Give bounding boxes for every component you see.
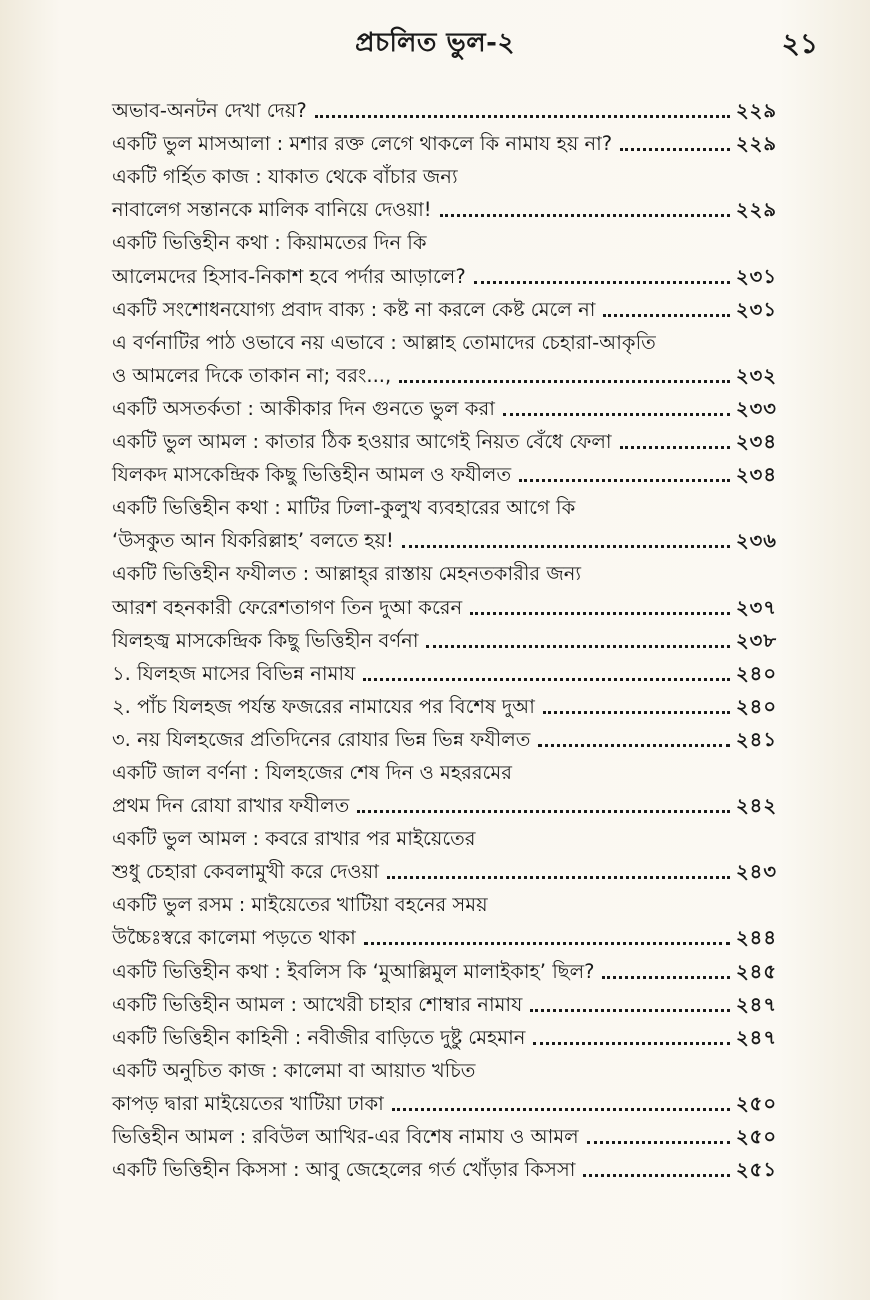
toc-entry — [112, 1019, 777, 1052]
toc-entry-title: এ বর্ণনাটির পাঠ ওভাবে নয় এভাবে : আল্লাহ তোমাদের চেহারা-আকৃতি — [112, 330, 656, 354]
toc-entry — [112, 324, 777, 357]
toc-entry-title: অভাব-অনটন দেখা দেয়? — [112, 99, 307, 123]
running-header-title: প্রচলিত ভুল-২ — [355, 28, 515, 58]
toc-entry-page: ২৪৫ — [736, 959, 777, 983]
dot-leader — [620, 147, 730, 151]
toc-entry-page: ২৩৩ — [735, 396, 777, 420]
toc-entry — [112, 357, 777, 390]
toc-entry-page: ২৩১ — [735, 264, 777, 288]
toc-entry — [112, 423, 777, 456]
dot-leader — [392, 1107, 730, 1111]
dot-leader — [519, 478, 730, 482]
dot-leader — [470, 611, 730, 615]
toc-entry — [112, 1151, 777, 1184]
page-number: ২১ — [781, 27, 818, 60]
toc-entry-page: ২৩৪ — [735, 463, 777, 487]
toc-entry-page: ২৪২ — [735, 794, 777, 818]
toc-entry — [112, 1118, 777, 1151]
toc-entry — [112, 1052, 777, 1085]
dot-leader — [363, 677, 730, 681]
toc-entry-page: ২৪১ — [736, 727, 777, 751]
dot-leader — [503, 412, 730, 416]
toc-entry — [112, 588, 777, 621]
dot-leader — [587, 1140, 730, 1144]
toc-entry-page: ২৫১ — [736, 1158, 777, 1182]
toc-entry — [112, 688, 777, 721]
toc-entry-title: একটি ভিত্তিহীন কথা : ইবলিস কি ‘মুআল্লিমুল মালাইকাহ’ ছিল? — [112, 959, 595, 983]
toc-entry-title: নাবালেগ সন্তানকে মালিক বানিয়ে দেওয়া! — [112, 198, 432, 222]
dot-leader — [440, 213, 730, 217]
toc-entry-page: ২২৯ — [735, 198, 777, 222]
toc-entry-title: ১. যিলহজ মাসের বিভিন্ন নামায — [112, 661, 356, 685]
toc-entry-page: ২৪০ — [735, 694, 777, 718]
toc-entry-page: ২৩৪ — [735, 430, 777, 454]
dot-leader — [538, 743, 730, 747]
toc-entry-title: একটি ভুল রসম : মাইয়েতের খাটিয়া বহনের সময় — [112, 893, 488, 917]
toc-entry — [112, 853, 777, 886]
dot-leader — [357, 809, 730, 813]
toc-entry-title: একটি ভুল আমল : কাতার ঠিক হওয়ার আগেই নিয়ত বেঁধে ফেলা — [112, 430, 612, 454]
toc-entry — [112, 721, 777, 754]
dot-leader — [583, 1173, 730, 1177]
toc-entry-title: একটি ভুল আমল : কবরে রাখার পর মাইয়েতের — [112, 827, 476, 851]
toc-entry-title: একটি অসতর্কতা : আকীকার দিন গুনতে ভুল করা — [112, 396, 495, 420]
toc-entry-title: আরশ বহনকারী ফেরেশতাগণ তিন দুআ করেন — [112, 595, 463, 619]
toc-entry-title: একটি ভিত্তিহীন কিসসা : আবু জেহেলের গর্ত খোঁড়ার কিসসা — [112, 1158, 576, 1182]
toc-entry-title: একটি সংশোধনযোগ্য প্রবাদ বাক্য : কষ্ট না করলে কেষ্ট মেলে না — [112, 297, 596, 321]
dot-leader — [620, 445, 730, 449]
toc-entry-title: একটি ভিত্তিহীন ফযীলত : আল্লাহ্‌র রাস্তায় মেহনতকারীর জন্য — [112, 562, 582, 586]
toc-entry-title: যিলকদ মাসকেন্দ্রিক কিছু ভিত্তিহীন আমল ও ফযীলত — [112, 463, 512, 487]
toc-entry-title: একটি গর্হিত কাজ : যাকাত থেকে বাঁচার জন্য — [112, 165, 458, 189]
toc-entry — [112, 986, 777, 1019]
toc-entry — [112, 125, 777, 158]
toc-entry-title: একটি ভুল মাসআলা : মশার রক্ত লেগে থাকলে কি নামায হয় না? — [112, 132, 613, 156]
toc-entry — [112, 191, 777, 224]
toc-entry-page: ২৩৭ — [735, 595, 777, 619]
toc-entry-page: ২৫০ — [735, 1125, 777, 1148]
dot-leader — [315, 114, 730, 118]
toc-entry-title: শুধু চেহারা কেবলামুখী করে দেওয়া — [112, 860, 379, 884]
dot-leader — [602, 975, 730, 979]
toc-entry-title: ও আমলের দিকে তাকান না; বরং..., — [112, 363, 392, 387]
dot-leader — [533, 1041, 730, 1045]
toc-entry-title: একটি ভিত্তিহীন আমল : আখেরী চাহার শোম্বার নামায — [112, 992, 523, 1016]
toc-entry — [112, 555, 777, 588]
toc-entry-title: ২. পাঁচ যিলহজ পর্যন্ত ফজরের নামাযের পর বিশেষ দুআ — [112, 694, 535, 718]
toc-entry-title: ভিত্তিহীন আমল : রবিউল আখির-এর বিশেষ নামায ও আমল — [112, 1125, 579, 1148]
toc-entry-title: আলেমদের হিসাব-নিকাশ হবে পর্দার আড়ালে? — [112, 264, 466, 288]
toc-entry-title: একটি জাল বর্ণনা : যিলহজের শেষ দিন ও মহররমের — [112, 760, 512, 784]
toc-entry — [112, 291, 777, 324]
toc-entry — [112, 919, 777, 952]
toc-entry-page: ২২৯ — [735, 99, 777, 123]
toc-entry-page: ২৩১ — [735, 297, 777, 321]
toc-entry-page: ২৫০ — [735, 1091, 777, 1115]
toc-entry — [112, 158, 777, 191]
toc-entry-title: প্রথম দিন রোযা রাখার ফযীলত — [112, 794, 350, 818]
dot-leader — [530, 1008, 730, 1012]
toc-entry-title: উচ্চৈঃস্বরে কালেমা পড়তে থাকা — [112, 926, 356, 950]
toc-entry — [112, 522, 777, 555]
toc-entry-title: ‘উসকুত আন যিকরিল্লাহ’ বলতে হয়! — [112, 529, 394, 553]
dot-leader — [402, 544, 730, 548]
toc-entry-page: ২৪০ — [735, 661, 777, 685]
table-of-contents — [112, 92, 777, 1184]
toc-entry-title: একটি ভিত্তিহীন কথা : মাটির ঢিলা-কুলুখ ব্যবহারের আগে কি — [112, 496, 576, 520]
dot-leader — [543, 710, 730, 714]
dot-leader — [399, 379, 730, 383]
toc-entry — [112, 886, 777, 919]
dot-leader — [426, 644, 730, 648]
toc-entry — [112, 489, 777, 522]
toc-entry — [112, 820, 777, 853]
toc-entry-page: ২৪৭ — [735, 1025, 777, 1049]
toc-entry — [112, 952, 777, 985]
toc-entry — [112, 655, 777, 688]
toc-entry-page: ২৩২ — [735, 363, 777, 387]
toc-entry — [112, 622, 777, 655]
dot-leader — [474, 280, 730, 284]
toc-entry — [112, 787, 777, 820]
toc-entry — [112, 754, 777, 787]
dot-leader — [387, 875, 730, 879]
toc-entry-title: একটি ভিত্তিহীন কথা : কিয়ামতের দিন কি — [112, 231, 427, 255]
toc-entry-page: ২৩৬ — [735, 529, 777, 553]
toc-entry-page: ২৩৮ — [735, 628, 777, 652]
toc-entry-page: ২৪৪ — [736, 926, 777, 950]
toc-entry-title: একটি ভিত্তিহীন কাহিনী : নবীজীর বাড়িতে দুষ্টু মেহমান — [112, 1025, 526, 1049]
toc-entry-title: কাপড় দ্বারা মাইয়েতের খাটিয়া ঢাকা — [112, 1091, 384, 1115]
toc-entry-page: ২২৯ — [735, 132, 777, 156]
toc-entry-page: ২৪৩ — [735, 860, 777, 884]
toc-entry-title: ৩. নয় যিলহজের প্রতিদিনের রোযার ভিন্ন ভিন্ন ফযীলত — [112, 727, 531, 751]
toc-entry — [112, 390, 777, 423]
toc-entry — [112, 92, 777, 125]
toc-entry — [112, 257, 777, 290]
toc-entry — [112, 456, 777, 489]
dot-leader — [603, 313, 730, 317]
toc-entry — [112, 1085, 777, 1118]
toc-entry-title: একটি অনুচিত কাজ : কালেমা বা আয়াত খচিত — [112, 1058, 476, 1082]
toc-entry — [112, 224, 777, 257]
toc-entry-page: ২৪৭ — [735, 992, 777, 1016]
dot-leader — [364, 941, 730, 945]
toc-entry-title: যিলহজ্ব মাসকেন্দ্রিক কিছু ভিত্তিহীন বর্ণনা — [112, 628, 419, 652]
